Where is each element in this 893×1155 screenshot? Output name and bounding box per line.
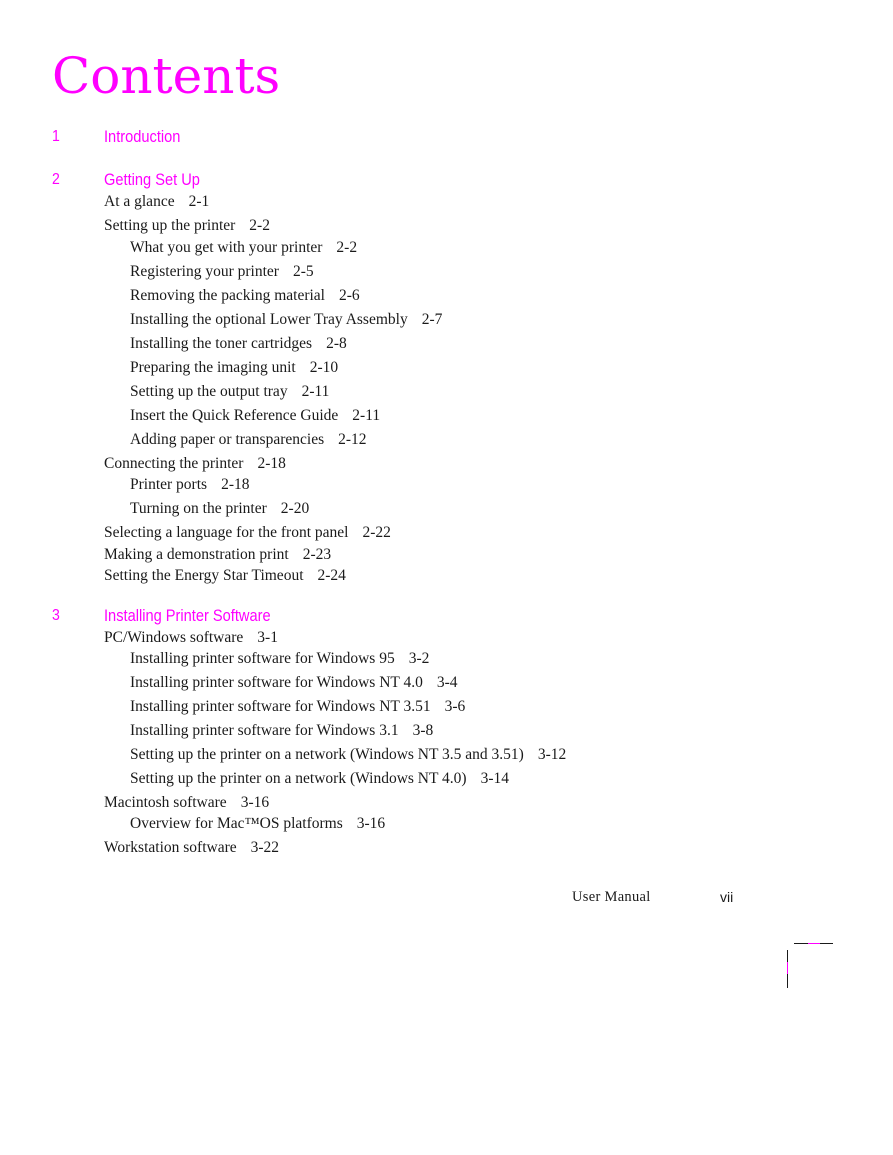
crop-mark-vertical <box>787 950 788 962</box>
crop-mark-vertical <box>787 974 788 988</box>
toc-entry-text: At a glance <box>104 193 175 210</box>
toc-entry[interactable] <box>130 238 357 258</box>
toc-entry-text: Setting up the printer <box>104 217 236 234</box>
toc-entry[interactable] <box>130 475 249 495</box>
toc-entry-text: Setting up the printer on a network (Windows NT 3.5 and 3.51) <box>130 746 524 763</box>
toc-entry[interactable] <box>130 649 429 669</box>
toc-entry-page: 2-10 <box>309 359 339 376</box>
toc-entry-page: 2-22 <box>362 524 391 541</box>
toc-entry-text: Setting up the printer on a network (Windows NT 4.0) <box>130 770 467 787</box>
toc-entry-page: 3-6 <box>444 698 466 715</box>
toc-entry-text: Adding paper or transparencies <box>130 431 325 448</box>
toc-entry-page: 2-1 <box>188 193 210 210</box>
toc-entry[interactable] <box>130 358 338 378</box>
toc-entry-text: Installing printer software for Windows 95 <box>130 650 395 667</box>
footer-manual-label: User Manual <box>572 889 651 905</box>
toc-entry-text: Setting up the output tray <box>130 383 288 400</box>
toc-entry-page: 3-1 <box>257 629 278 646</box>
toc-entry-page: 3-14 <box>480 770 510 787</box>
crop-mark-horizontal <box>820 943 833 944</box>
toc-entry[interactable] <box>130 697 465 717</box>
toc-entry[interactable] <box>130 334 347 354</box>
toc-entry[interactable] <box>130 286 360 306</box>
toc-entry-text: Printer ports <box>130 476 208 493</box>
toc-entry-page: 3-2 <box>408 650 430 667</box>
toc-entry-text: Removing the packing material <box>130 287 325 304</box>
chapter-title[interactable]: Introduction <box>104 127 181 146</box>
chapter-number: 3 <box>52 607 60 624</box>
footer-page-number: vii <box>720 889 734 905</box>
toc-entry[interactable] <box>130 430 367 450</box>
toc-entry-page: 2-20 <box>280 500 310 517</box>
toc-entry[interactable] <box>104 545 331 565</box>
toc-entry-text: PC/Windows software <box>104 629 244 646</box>
toc-entry-text: Selecting a language for the front panel <box>104 524 349 541</box>
toc-entry[interactable] <box>130 499 309 519</box>
chapter-title[interactable]: Installing Printer Software <box>104 606 271 625</box>
toc-entry[interactable] <box>104 628 278 648</box>
toc-entry[interactable] <box>130 769 509 789</box>
toc-entry-page: 2-8 <box>326 335 347 352</box>
page-title: Contents <box>52 47 281 105</box>
toc-entry[interactable] <box>130 721 433 741</box>
toc-entry-page: 3-22 <box>250 839 280 856</box>
toc-entry[interactable] <box>104 454 286 474</box>
crop-mark-vertical <box>787 962 788 974</box>
toc-entry[interactable] <box>130 262 314 282</box>
toc-entry[interactable] <box>130 382 329 402</box>
toc-entry-page: 2-2 <box>249 217 270 234</box>
toc-entry-page: 3-12 <box>537 746 567 763</box>
toc-entry-text: What you get with your printer <box>130 239 323 256</box>
toc-entry[interactable] <box>104 838 279 858</box>
toc-entry-text: Installing the toner cartridges <box>130 335 313 352</box>
toc-entry-page: 3-16 <box>240 794 270 811</box>
toc-entry-page: 3-16 <box>356 815 386 832</box>
toc-entry-page: 2-18 <box>221 476 250 493</box>
toc-entry-text: Turning on the printer <box>130 500 267 517</box>
toc-entry[interactable] <box>130 310 442 330</box>
toc-entry-text: Overview for Mac™OS platforms <box>130 815 343 832</box>
toc-entry[interactable] <box>104 566 346 586</box>
toc-entry-text: Workstation software <box>104 839 237 856</box>
toc-entry-text: Setting the Energy Star Timeout <box>104 567 304 584</box>
toc-entry-page: 3-4 <box>436 674 458 691</box>
toc-entry-text: Connecting the printer <box>104 455 244 472</box>
toc-entry[interactable] <box>104 192 209 212</box>
toc-entry-page: 2-18 <box>257 455 286 472</box>
toc-entry-page: 2-11 <box>301 383 330 400</box>
toc-entry-page: 2-12 <box>338 431 367 448</box>
toc-entry[interactable] <box>104 523 391 543</box>
toc-entry-text: Registering your printer <box>130 263 279 280</box>
toc-entry-page: 2-7 <box>421 311 443 328</box>
toc-entry-text: Making a demonstration print <box>104 546 289 563</box>
toc-entry-text: Preparing the imaging unit <box>130 359 296 376</box>
crop-mark-horizontal <box>794 943 808 944</box>
toc-entry-text: Installing the optional Lower Tray Assembly <box>130 311 408 328</box>
toc-entry-text: Installing printer software for Windows NT 4.0 <box>130 674 423 691</box>
toc-entry[interactable] <box>130 673 458 693</box>
chapter-number: 2 <box>52 171 60 188</box>
chapter-title[interactable]: Getting Set Up <box>104 170 200 189</box>
toc-entry-page: 2-11 <box>352 407 381 424</box>
toc-entry-page: 2-6 <box>338 287 360 304</box>
toc-entry[interactable] <box>130 745 566 765</box>
toc-entry[interactable] <box>104 793 269 813</box>
toc-entry-page: 2-5 <box>292 263 314 280</box>
toc-entry[interactable] <box>130 406 380 426</box>
toc-entry-page: 3-8 <box>412 722 434 739</box>
toc-entry-text: Installing printer software for Windows NT 3.51 <box>130 698 431 715</box>
toc-entry-page: 2-24 <box>317 567 346 584</box>
chapter-number: 1 <box>52 128 60 145</box>
toc-entry-page: 2-2 <box>336 239 358 256</box>
toc-entry[interactable] <box>130 814 385 834</box>
toc-entry-text: Installing printer software for Windows 3.1 <box>130 722 399 739</box>
toc-entry[interactable] <box>104 216 270 236</box>
toc-entry-page: 2-23 <box>302 546 332 563</box>
crop-mark-horizontal <box>808 943 820 944</box>
toc-entry-text: Insert the Quick Reference Guide <box>130 407 339 424</box>
toc-entry-text: Macintosh software <box>104 794 227 811</box>
